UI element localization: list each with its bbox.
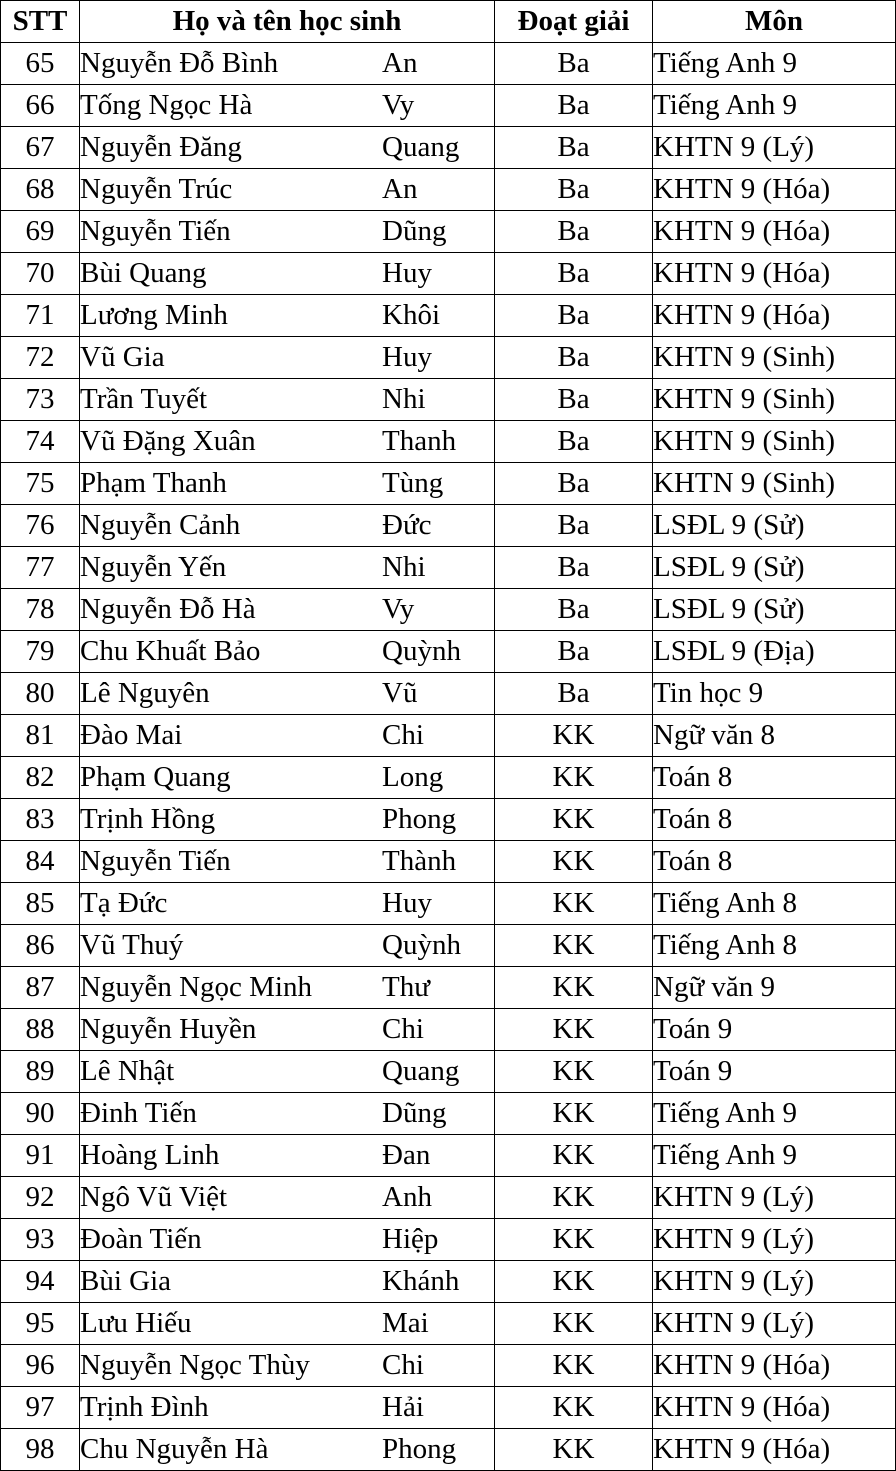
cell-subject: Tin học 9: [653, 673, 896, 715]
cell-given-name: Phong: [382, 803, 457, 835]
table-row: [1, 505, 896, 547]
cell-name: [80, 253, 495, 295]
cell-stt: 83: [1, 799, 80, 841]
cell-surname: Bùi Gia: [80, 1265, 172, 1297]
cell-given-name: Vũ: [382, 677, 418, 709]
cell-stt: 82: [1, 757, 80, 799]
table-body: [1, 43, 896, 1471]
cell-stt: 87: [1, 967, 80, 1009]
cell-surname: Chu Nguyễn Hà: [80, 1433, 269, 1465]
cell-stt: 69: [1, 211, 80, 253]
cell-subject: Tiếng Anh 9: [653, 43, 896, 85]
cell-name: [80, 967, 495, 1009]
cell-award: Ba: [495, 631, 653, 673]
cell-subject: KHTN 9 (Sinh): [653, 337, 896, 379]
cell-surname: Nguyễn Tiến: [80, 845, 231, 877]
cell-stt: 76: [1, 505, 80, 547]
cell-subject: Toán 9: [653, 1051, 896, 1093]
cell-surname: Đinh Tiến: [80, 1097, 197, 1129]
cell-given-name: An: [382, 47, 418, 79]
cell-given-name: An: [382, 173, 418, 205]
cell-given-name: Thanh: [382, 425, 457, 457]
cell-stt: 73: [1, 379, 80, 421]
cell-subject: KHTN 9 (Sinh): [653, 379, 896, 421]
cell-surname: Nguyễn Đỗ Bình: [80, 47, 279, 79]
cell-surname: Nguyễn Đỗ Hà: [80, 593, 256, 625]
cell-award: Ba: [495, 547, 653, 589]
header-stt: STT: [1, 1, 80, 43]
cell-surname: Phạm Quang: [80, 761, 231, 793]
cell-name: [80, 1093, 495, 1135]
cell-stt: 98: [1, 1429, 80, 1471]
cell-stt: 97: [1, 1387, 80, 1429]
table-row: [1, 1345, 896, 1387]
cell-name: [80, 85, 495, 127]
cell-award: KK: [495, 1261, 653, 1303]
cell-name: [80, 1429, 495, 1471]
cell-given-name: Dũng: [382, 1097, 447, 1129]
cell-subject: KHTN 9 (Lý): [653, 1177, 896, 1219]
cell-subject: Tiếng Anh 9: [653, 1135, 896, 1177]
cell-name: [80, 1177, 495, 1219]
cell-stt: 70: [1, 253, 80, 295]
table-row: [1, 211, 896, 253]
cell-stt: 81: [1, 715, 80, 757]
cell-subject: Tiếng Anh 9: [653, 1093, 896, 1135]
cell-given-name: Huy: [382, 257, 432, 289]
cell-surname: Chu Khuất Bảo: [80, 635, 261, 667]
cell-stt: 86: [1, 925, 80, 967]
cell-subject: Toán 8: [653, 757, 896, 799]
cell-given-name: Quỳnh: [382, 635, 461, 667]
cell-name: [80, 505, 495, 547]
cell-name: [80, 925, 495, 967]
table-row: [1, 421, 896, 463]
header-row: [1, 1, 896, 43]
cell-stt: 71: [1, 295, 80, 337]
cell-given-name: Mai: [382, 1307, 429, 1339]
cell-award: KK: [495, 1177, 653, 1219]
cell-given-name: Huy: [382, 341, 432, 373]
cell-given-name: Huy: [382, 887, 432, 919]
cell-award: Ba: [495, 463, 653, 505]
cell-stt: 90: [1, 1093, 80, 1135]
cell-stt: 75: [1, 463, 80, 505]
cell-stt: 84: [1, 841, 80, 883]
cell-surname: Lê Nguyên: [80, 677, 210, 709]
table-row: [1, 295, 896, 337]
cell-subject: Tiếng Anh 8: [653, 925, 896, 967]
cell-award: KK: [495, 1009, 653, 1051]
table-row: [1, 169, 896, 211]
cell-name: [80, 1009, 495, 1051]
cell-given-name: Đức: [382, 509, 432, 541]
cell-name: [80, 1219, 495, 1261]
table-row: [1, 757, 896, 799]
cell-surname: Nguyễn Ngọc Minh: [80, 971, 312, 1003]
table-row: [1, 463, 896, 505]
cell-subject: KHTN 9 (Hóa): [653, 169, 896, 211]
cell-name: [80, 1051, 495, 1093]
cell-surname: Phạm Thanh: [80, 467, 227, 499]
cell-subject: LSĐL 9 (Địa): [653, 631, 896, 673]
header-award: Đoạt giải: [495, 1, 653, 43]
cell-award: KK: [495, 841, 653, 883]
cell-subject: Ngữ văn 8: [653, 715, 896, 757]
cell-award: KK: [495, 1429, 653, 1471]
cell-stt: 67: [1, 127, 80, 169]
cell-name: [80, 673, 495, 715]
cell-stt: 89: [1, 1051, 80, 1093]
cell-given-name: Chi: [382, 1013, 424, 1045]
cell-stt: 94: [1, 1261, 80, 1303]
cell-subject: LSĐL 9 (Sử): [653, 547, 896, 589]
cell-name: [80, 1387, 495, 1429]
table-row: [1, 1303, 896, 1345]
cell-award: KK: [495, 799, 653, 841]
cell-given-name: Chi: [382, 719, 424, 751]
cell-surname: Lê Nhật: [80, 1055, 175, 1087]
cell-surname: Đoàn Tiến: [80, 1223, 202, 1255]
cell-surname: Ngô Vũ Việt: [80, 1181, 228, 1213]
cell-name: [80, 757, 495, 799]
cell-subject: KHTN 9 (Sinh): [653, 463, 896, 505]
cell-award: Ba: [495, 421, 653, 463]
table-row: [1, 379, 896, 421]
cell-stt: 92: [1, 1177, 80, 1219]
cell-surname: Bùi Quang: [80, 257, 207, 289]
cell-given-name: Đan: [382, 1139, 431, 1171]
cell-award: Ba: [495, 589, 653, 631]
table-row: [1, 589, 896, 631]
cell-name: [80, 463, 495, 505]
cell-given-name: Hiệp: [382, 1223, 439, 1255]
table-row: [1, 715, 896, 757]
cell-subject: KHTN 9 (Sinh): [653, 421, 896, 463]
cell-award: Ba: [495, 169, 653, 211]
cell-given-name: Khánh: [382, 1265, 460, 1297]
cell-subject: KHTN 9 (Lý): [653, 127, 896, 169]
cell-stt: 91: [1, 1135, 80, 1177]
table-row: [1, 1051, 896, 1093]
cell-award: Ba: [495, 337, 653, 379]
cell-award: KK: [495, 1387, 653, 1429]
cell-surname: Nguyễn Trúc: [80, 173, 233, 205]
table-row: [1, 673, 896, 715]
cell-given-name: Vy: [382, 89, 415, 121]
cell-stt: 72: [1, 337, 80, 379]
cell-stt: 96: [1, 1345, 80, 1387]
cell-surname: Nguyễn Ngọc Thùy: [80, 1349, 310, 1381]
cell-award: KK: [495, 925, 653, 967]
cell-award: Ba: [495, 85, 653, 127]
cell-award: KK: [495, 715, 653, 757]
cell-stt: 93: [1, 1219, 80, 1261]
cell-surname: Nguyễn Đăng: [80, 131, 242, 163]
table-row: [1, 547, 896, 589]
cell-subject: KHTN 9 (Hóa): [653, 1345, 896, 1387]
cell-name: [80, 379, 495, 421]
table-row: [1, 925, 896, 967]
table-row: [1, 1387, 896, 1429]
cell-award: Ba: [495, 295, 653, 337]
cell-given-name: Quỳnh: [382, 929, 461, 961]
cell-award: Ba: [495, 43, 653, 85]
cell-name: [80, 295, 495, 337]
cell-surname: Vũ Gia: [80, 341, 165, 373]
table-row: [1, 1009, 896, 1051]
cell-subject: KHTN 9 (Lý): [653, 1261, 896, 1303]
cell-stt: 80: [1, 673, 80, 715]
cell-subject: Tiếng Anh 9: [653, 85, 896, 127]
cell-given-name: Tùng: [382, 467, 444, 499]
cell-award: KK: [495, 1093, 653, 1135]
cell-stt: 85: [1, 883, 80, 925]
header-subject: Môn: [653, 1, 896, 43]
cell-given-name: Vy: [382, 593, 415, 625]
cell-award: KK: [495, 1303, 653, 1345]
cell-given-name: Nhi: [382, 551, 426, 583]
cell-surname: Tống Ngọc Hà: [80, 89, 253, 121]
cell-award: Ba: [495, 127, 653, 169]
cell-subject: KHTN 9 (Hóa): [653, 1429, 896, 1471]
cell-name: [80, 1261, 495, 1303]
cell-subject: LSĐL 9 (Sử): [653, 589, 896, 631]
cell-name: [80, 589, 495, 631]
cell-name: [80, 421, 495, 463]
cell-given-name: Nhi: [382, 383, 426, 415]
table-row: [1, 1177, 896, 1219]
cell-subject: Toán 8: [653, 841, 896, 883]
cell-name: [80, 883, 495, 925]
cell-surname: Trần Tuyết: [80, 383, 208, 415]
cell-subject: KHTN 9 (Hóa): [653, 295, 896, 337]
cell-award: KK: [495, 1051, 653, 1093]
cell-name: [80, 715, 495, 757]
table-row: [1, 337, 896, 379]
cell-name: [80, 1303, 495, 1345]
cell-subject: KHTN 9 (Hóa): [653, 253, 896, 295]
table-row: [1, 841, 896, 883]
cell-name: [80, 841, 495, 883]
cell-stt: 88: [1, 1009, 80, 1051]
cell-name: [80, 127, 495, 169]
table-row: [1, 631, 896, 673]
cell-given-name: Dũng: [382, 215, 447, 247]
cell-award: KK: [495, 883, 653, 925]
cell-given-name: Chi: [382, 1349, 424, 1381]
cell-given-name: Long: [382, 761, 444, 793]
cell-award: KK: [495, 967, 653, 1009]
cell-surname: Tạ Đức: [80, 887, 168, 919]
cell-stt: 68: [1, 169, 80, 211]
table-row: [1, 1135, 896, 1177]
cell-name: [80, 337, 495, 379]
cell-name: [80, 631, 495, 673]
cell-given-name: Quang: [382, 131, 460, 163]
cell-name: [80, 547, 495, 589]
cell-surname: Hoàng Linh: [80, 1139, 220, 1171]
cell-subject: Tiếng Anh 8: [653, 883, 896, 925]
table-row: [1, 1429, 896, 1471]
cell-surname: Lưu Hiếu: [80, 1307, 192, 1339]
cell-surname: Nguyễn Cảnh: [80, 509, 241, 541]
cell-surname: Vũ Đặng Xuân: [80, 425, 256, 457]
table-row: [1, 1261, 896, 1303]
cell-surname: Trịnh Hồng: [80, 803, 216, 835]
cell-given-name: Anh: [382, 1181, 432, 1213]
cell-award: KK: [495, 1219, 653, 1261]
cell-name: [80, 799, 495, 841]
cell-subject: Ngữ văn 9: [653, 967, 896, 1009]
cell-given-name: Phong: [382, 1433, 457, 1465]
table-row: [1, 1093, 896, 1135]
cell-stt: 78: [1, 589, 80, 631]
cell-stt: 95: [1, 1303, 80, 1345]
table-row: [1, 967, 896, 1009]
cell-given-name: Thư: [382, 971, 430, 1003]
cell-award: Ba: [495, 673, 653, 715]
cell-name: [80, 211, 495, 253]
cell-stt: 65: [1, 43, 80, 85]
cell-stt: 66: [1, 85, 80, 127]
cell-stt: 79: [1, 631, 80, 673]
cell-given-name: Hải: [382, 1391, 424, 1423]
cell-subject: LSĐL 9 (Sử): [653, 505, 896, 547]
cell-award: KK: [495, 757, 653, 799]
cell-surname: Nguyễn Huyền: [80, 1013, 257, 1045]
cell-surname: Đào Mai: [80, 719, 183, 751]
cell-given-name: Khôi: [382, 299, 440, 331]
cell-stt: 74: [1, 421, 80, 463]
cell-surname: Lương Minh: [80, 299, 228, 331]
cell-subject: Toán 9: [653, 1009, 896, 1051]
cell-name: [80, 1135, 495, 1177]
table-row: [1, 799, 896, 841]
cell-name: [80, 1345, 495, 1387]
cell-given-name: Quang: [382, 1055, 460, 1087]
cell-award: KK: [495, 1345, 653, 1387]
header-name: Họ và tên học sinh: [80, 1, 495, 43]
cell-name: [80, 169, 495, 211]
cell-surname: Trịnh Đình: [80, 1391, 209, 1423]
cell-given-name: Thành: [382, 845, 457, 877]
cell-award: KK: [495, 1135, 653, 1177]
cell-surname: Nguyễn Tiến: [80, 215, 231, 247]
cell-award: Ba: [495, 379, 653, 421]
cell-award: Ba: [495, 253, 653, 295]
cell-subject: KHTN 9 (Lý): [653, 1303, 896, 1345]
table-row: [1, 883, 896, 925]
cell-surname: Vũ Thuý: [80, 929, 184, 961]
cell-stt: 77: [1, 547, 80, 589]
cell-subject: KHTN 9 (Hóa): [653, 1387, 896, 1429]
table-row: [1, 253, 896, 295]
cell-award: Ba: [495, 505, 653, 547]
cell-name: [80, 43, 495, 85]
cell-surname: Nguyễn Yến: [80, 551, 227, 583]
cell-subject: KHTN 9 (Lý): [653, 1219, 896, 1261]
table-row: [1, 85, 896, 127]
table-row: [1, 43, 896, 85]
cell-award: Ba: [495, 211, 653, 253]
cell-subject: KHTN 9 (Hóa): [653, 211, 896, 253]
table-row: [1, 1219, 896, 1261]
table-row: [1, 127, 896, 169]
cell-subject: Toán 8: [653, 799, 896, 841]
